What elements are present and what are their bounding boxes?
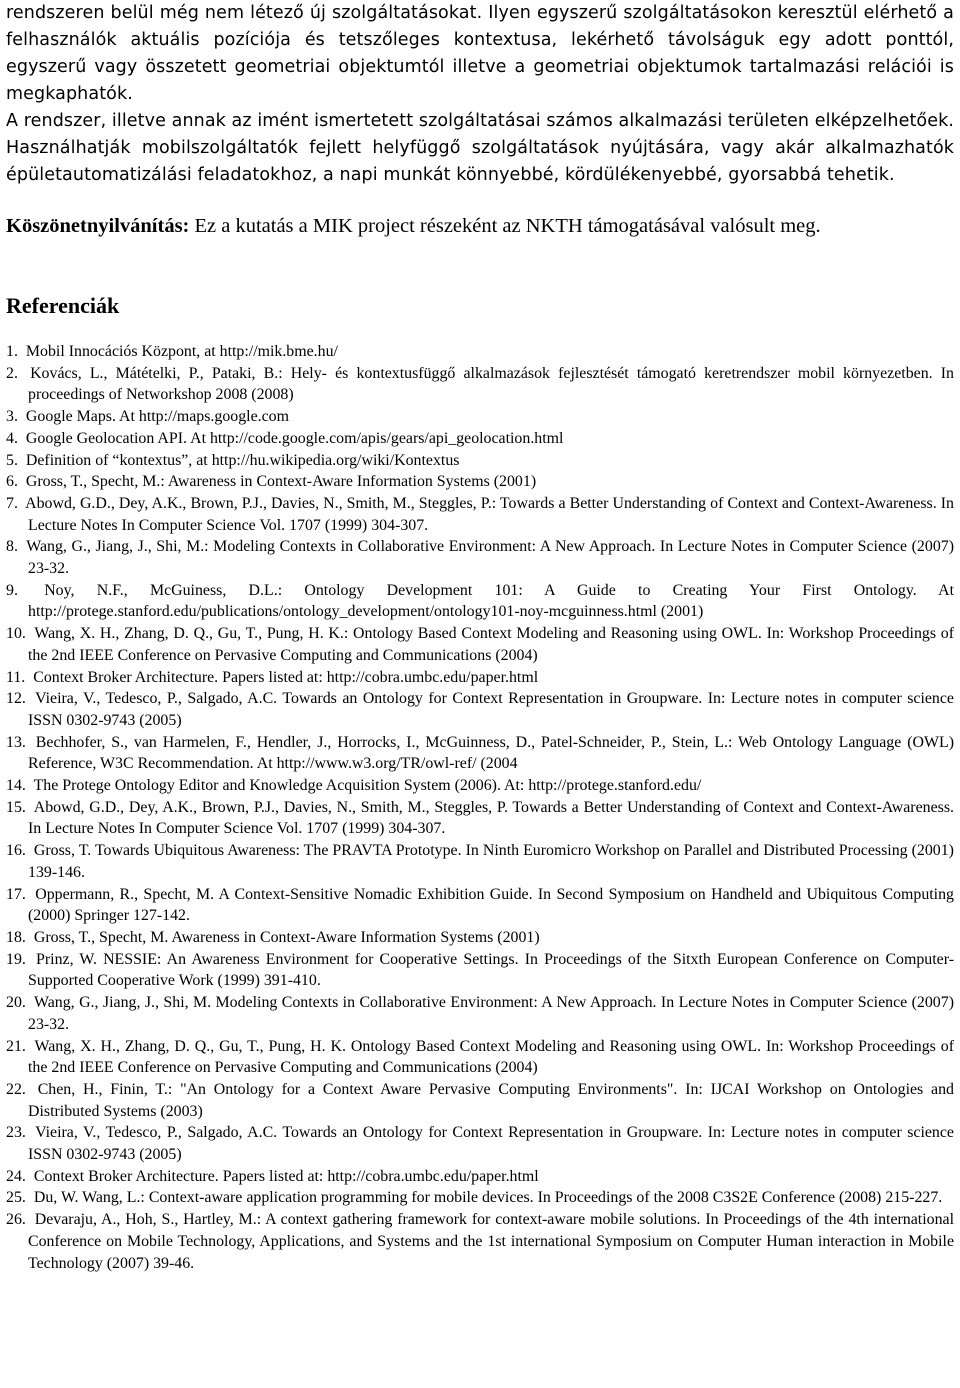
reference-item xyxy=(6,732,954,775)
reference-number: 19. xyxy=(6,950,26,968)
reference-item xyxy=(6,992,954,1035)
reference-number: 8. xyxy=(6,538,18,556)
reference-text: Abowd, G.D., Dey, A.K., Brown, P.J., Davies, N., Smith, M., Steggles, P. Towards a Better Understanding of Context and Context-Awareness. In Lecture Notes In Computer Science Vol. 1707 (1999) 304-307. xyxy=(28,798,954,838)
reference-text: Gross, T., Specht, M.: Awareness in Context-Aware Information Systems (2001) xyxy=(25,473,537,491)
reference-item xyxy=(6,927,954,949)
reference-number: 1. xyxy=(6,343,18,360)
reference-item xyxy=(6,536,954,579)
reference-text: Wang, G., Jiang, J., Shi, M. Modeling Contexts in Collaborative Environment: A New Approach. In Lecture Notes in Computer Science (2007) 23-32. xyxy=(28,994,954,1033)
reference-item xyxy=(6,1209,954,1274)
reference-item xyxy=(6,1079,954,1122)
reference-number: 11. xyxy=(6,668,26,686)
acknowledgement xyxy=(6,211,954,241)
acknowledgement-text: Ez a kutatás a MIK project részeként az NKTH támogatásával valósult meg. xyxy=(189,215,821,237)
reference-number: 24. xyxy=(6,1167,26,1185)
reference-text: Noy, N.F., McGuiness, D.L.: Ontology Development 101: A Guide to Creating Your First Ontology. At http://protege.stanford.edu/publications/ontology_development/ontology101-noy-mcguinness.html (2001) xyxy=(28,581,954,621)
reference-item xyxy=(6,775,954,797)
reference-item xyxy=(6,363,954,406)
reference-number: 12. xyxy=(6,690,26,708)
reference-text: Devaraju, A., Hoh, S., Hartley, M.: A context gathering framework for context-aware mobile solutions. In Proceedings of the 4th international Conference on Mobile Technology, Applications, and Systems and the 1st international Symposium on Computer Human interaction in Mobile Technology (2007) 39-46. xyxy=(28,1211,954,1272)
reference-item xyxy=(6,623,954,666)
references-list xyxy=(6,341,954,1274)
reference-item xyxy=(6,1187,954,1209)
reference-number: 10. xyxy=(6,625,26,643)
reference-item xyxy=(6,471,954,493)
acknowledgement-label: Köszönetnyilvánítás: xyxy=(6,215,190,237)
reference-item xyxy=(6,1122,954,1165)
reference-number: 13. xyxy=(6,733,26,751)
reference-text: The Protege Ontology Editor and Knowledge Acquisition System (2006). At: http://protege.stanford.edu/ xyxy=(33,777,702,795)
reference-text: Wang, X. H., Zhang, D. Q., Gu, T., Pung, H. K. Ontology Based Context Modeling and Reasoning using OWL. In: Workshop Proceedings of the 2nd IEEE Conference on Pervasive Computing and Communications (2004) xyxy=(28,1037,954,1077)
reference-number: 21. xyxy=(6,1037,26,1055)
reference-item xyxy=(6,450,954,472)
reference-number: 17. xyxy=(6,885,26,903)
intro-paragraph-1: rendszeren belül még nem létező új szolgáltatásokat. Ilyen egyszerű szolgáltatásokon keresztül elérhető a felhasználók aktuális pozíciója és tetszőleges kontextusa, lekérhető távolságuk egy adott ponttól, egyszerű vagy összetett geometriai objektumtól illetve a geometriai objektumok tartalmazási relációi is megkaphatók. xyxy=(6,3,954,104)
reference-text: Prinz, W. NESSIE: An Awareness Environment for Cooperative Settings. In Proceedings of the Sitxth European Conference on Computer-Supported Cooperative Work (1999) 391-410. xyxy=(28,950,954,990)
reference-number: 20. xyxy=(6,994,26,1012)
reference-text: Google Geolocation API. At http://code.google.com/apis/gears/api_geolocation.html xyxy=(25,429,564,447)
intro-paragraph-2: A rendszer, illetve annak az imént ismertetett szolgáltatásai számos alkalmazási területen elképzelhetőek. Használhatják mobilszolgáltatók fejlett helyfüggő szolgáltatások nyújtására, vagy akár alkalmazhatók épületautomatizálási feladatokhoz, a napi munkát könnyebbé, kördülékenyebbé, gyorsabbá tehetik. xyxy=(6,111,954,185)
reference-number: 18. xyxy=(6,928,26,946)
reference-number: 2. xyxy=(6,364,18,382)
reference-text: Context Broker Architecture. Papers listed at: http://cobra.umbc.edu/paper.html xyxy=(33,668,539,686)
reference-text: Definition of “kontextus”, at http://hu.wikipedia.org/wiki/Kontextus xyxy=(25,451,460,469)
reference-item xyxy=(6,406,954,428)
reference-text: Abowd, G.D., Dey, A.K., Brown, P.J., Davies, N., Smith, M., Steggles, P.: Towards a Better Understanding of Context and Context-Awareness. In Lecture Notes In Computer Science Vol. 1707 (1999) 304-307. xyxy=(25,494,954,534)
reference-number: 14. xyxy=(6,777,26,795)
reference-item xyxy=(6,949,954,992)
reference-item xyxy=(6,493,954,536)
reference-number: 26. xyxy=(6,1211,26,1229)
reference-number: 3. xyxy=(6,408,18,426)
reference-number: 7. xyxy=(6,494,18,512)
reference-item xyxy=(6,428,954,450)
reference-item xyxy=(6,1166,954,1188)
reference-number: 5. xyxy=(6,451,18,469)
reference-number: 4. xyxy=(6,429,18,447)
reference-number: 6. xyxy=(6,473,18,491)
reference-item xyxy=(6,341,954,363)
reference-text: Gross, T., Specht, M. Awareness in Context-Aware Information Systems (2001) xyxy=(33,928,540,946)
reference-text: Wang, X. H., Zhang, D. Q., Gu, T., Pung, H. K.: Ontology Based Context Modeling and Reasoning using OWL. In: Workshop Proceedings of the 2nd IEEE Conference on Pervasive Computing and Communications (2004) xyxy=(28,625,954,664)
reference-text: Mobil Innocációs Központ, at http://mik.bme.hu/ xyxy=(25,343,338,360)
references-heading: Referenciák xyxy=(6,293,120,318)
reference-text: Chen, H., Finin, T.: "An Ontology for a Context Aware Pervasive Computing Environments". In: IJCAI Workshop on Ontologies and Distributed Systems (2003) xyxy=(28,1080,954,1120)
reference-text: Vieira, V., Tedesco, P., Salgado, A.C. Towards an Ontology for Context Representation in Groupware. In: Lecture notes in computer science ISSN 0302-9743 (2005) xyxy=(28,690,954,729)
reference-text: Du, W. Wang, L.: Context-aware application programming for mobile devices. In Proceedings of the 2008 C3S2E Conference (2008) 215-227. xyxy=(33,1189,943,1207)
reference-item xyxy=(6,667,954,689)
reference-item xyxy=(6,1036,954,1079)
reference-text: Kovács, L., Mátételki, P., Pataki, B.: Hely- és kontextusfüggő alkalmazások fejlesztését támogató keretrendszer mobil környezetben. In proceedings of Networkshop 2008 (2008) xyxy=(28,364,954,404)
reference-number: 25. xyxy=(6,1189,26,1207)
reference-item xyxy=(6,840,954,883)
reference-item xyxy=(6,884,954,927)
reference-text: Context Broker Architecture. Papers listed at: http://cobra.umbc.edu/paper.html xyxy=(33,1167,539,1185)
reference-item xyxy=(6,580,954,623)
reference-number: 22. xyxy=(6,1080,26,1098)
reference-item xyxy=(6,688,954,731)
reference-item xyxy=(6,797,954,840)
reference-number: 16. xyxy=(6,842,26,860)
reference-number: 9. xyxy=(6,581,18,599)
reference-text: Gross, T. Towards Ubiquitous Awareness: The PRAVTA Prototype. In Ninth Euromicro Workshop on Parallel and Distributed Processing (2001) 139-146. xyxy=(28,842,954,881)
reference-text: Oppermann, R., Specht, M. A Context-Sensitive Nomadic Exhibition Guide. In Second Symposium on Handheld and Ubiquitous Computing (2000) Springer 127-142. xyxy=(28,885,954,925)
reference-text: Google Maps. At http://maps.google.com xyxy=(25,408,289,426)
reference-number: 15. xyxy=(6,798,26,816)
reference-text: Bechhofer, S., van Harmelen, F., Hendler, J., Horrocks, I., McGuinness, D., Patel-Schneider, P., Stein, L.: Web Ontology Language (OWL) Reference, W3C Recommendation. At http://www.w3.org/TR/owl-ref/ (2004 xyxy=(28,733,954,773)
reference-text: Vieira, V., Tedesco, P., Salgado, A.C. Towards an Ontology for Context Representation in Groupware. In: Lecture notes in computer science ISSN 0302-9743 (2005) xyxy=(28,1124,954,1164)
reference-number: 23. xyxy=(6,1124,26,1142)
reference-text: Wang, G., Jiang, J., Shi, M.: Modeling Contexts in Collaborative Environment: A New Approach. In Lecture Notes in Computer Science (2007) 23-32. xyxy=(26,538,954,578)
